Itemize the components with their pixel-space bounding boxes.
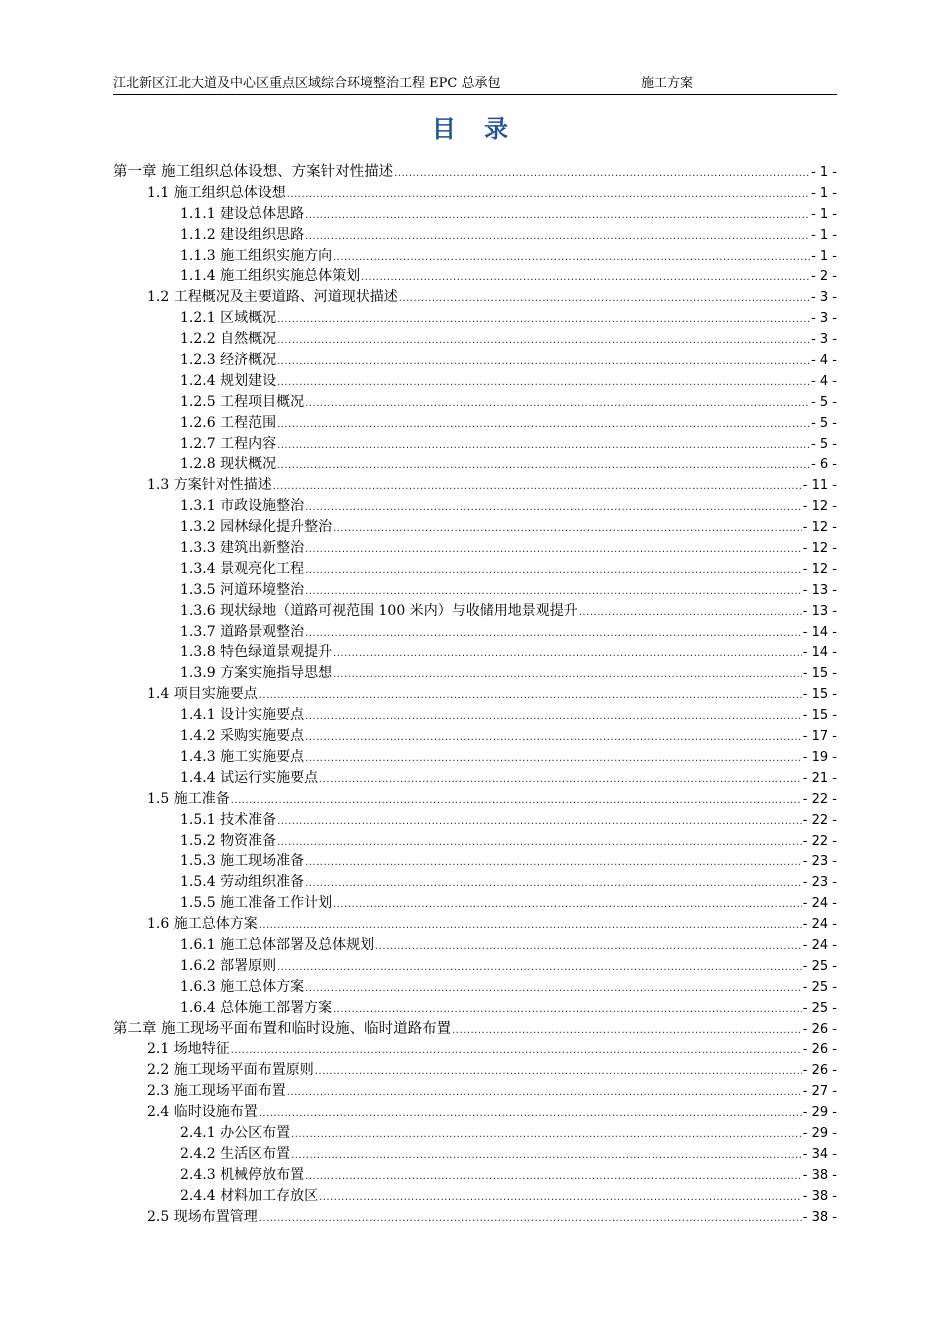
toc-entry-label: 1.1.1 建设总体思路 [180, 205, 305, 222]
toc-entry-page-number: - 26 - [802, 1021, 837, 1037]
toc-entry-page-number: - 12 - [802, 561, 837, 577]
toc-entry-label: 1.1 施工组织总体设想 [147, 184, 286, 201]
toc-entry-page-number: - 3 - [811, 290, 837, 306]
toc-entry-page-number: - 13 - [802, 603, 837, 619]
toc-entry-page-number: - 5 - [811, 394, 837, 410]
toc-leader-dots [333, 248, 810, 269]
toc-chapter-entry[interactable] [113, 1019, 837, 1040]
toc-entry-label: 1.3.4 景观亮化工程 [180, 560, 305, 577]
toc-entry[interactable] [113, 935, 837, 956]
toc-entry-label: 2.4.4 材料加工存放区 [180, 1187, 319, 1204]
toc-title: 目 录 [431, 115, 519, 143]
toc-leader-dots [315, 1062, 802, 1083]
toc-entry[interactable] [113, 392, 837, 413]
toc-entry-label: 2.4.3 机械停放布置 [180, 1166, 305, 1183]
toc-entry-page-number: - 1 - [811, 165, 837, 180]
toc-entry-label: 1.2.4 规划建设 [180, 372, 277, 389]
toc-entry[interactable] [113, 914, 837, 935]
toc-entry[interactable] [113, 851, 837, 872]
toc-leader-dots [333, 895, 802, 916]
toc-leader-dots [277, 812, 802, 833]
toc-entry-label: 1.4.1 设计实施要点 [180, 707, 305, 724]
toc-entry[interactable] [113, 434, 837, 455]
toc-leader-dots [277, 415, 810, 436]
toc-entry-label: 1.2.1 区域概况 [180, 310, 277, 327]
toc-leader-dots [305, 728, 802, 749]
toc-entry[interactable] [113, 246, 837, 267]
toc-entry-page-number: - 1 - [811, 206, 837, 222]
toc-entry-page-number: - 25 - [802, 979, 837, 995]
toc-leader-dots [273, 477, 802, 498]
toc-entry[interactable] [113, 329, 837, 350]
toc-entry-label: 1.2.3 经济概况 [180, 352, 277, 369]
toc-entry-label: 1.1.4 施工组织实施总体策划 [180, 268, 361, 285]
toc-entry-label: 1.3 方案针对性描述 [147, 477, 272, 494]
toc-leader-dots [579, 603, 802, 624]
toc-entry-page-number: - 12 - [802, 520, 837, 536]
toc-entry-label: 1.2.6 工程范围 [180, 414, 277, 431]
toc-entry-page-number: - 34 - [802, 1146, 837, 1162]
toc-leader-dots [231, 791, 802, 812]
toc-leader-dots [319, 1188, 802, 1209]
toc-leader-dots [305, 498, 802, 519]
toc-entry-label: 1.5.5 施工准备工作计划 [180, 895, 333, 912]
toc-entry[interactable] [113, 1060, 837, 1081]
toc-leader-dots [305, 624, 802, 645]
toc-entry-page-number: - 27 - [802, 1084, 837, 1100]
toc-entry[interactable] [113, 266, 837, 287]
toc-entry[interactable] [113, 559, 837, 580]
toc-entry-label: 2.4.1 办公区布置 [180, 1124, 291, 1141]
toc-entry[interactable] [113, 1039, 837, 1060]
toc-entry[interactable] [113, 1102, 837, 1123]
toc-leader-dots [361, 268, 810, 289]
toc-entry-page-number: - 14 - [802, 624, 837, 640]
toc-entry-page-number: - 17 - [802, 729, 837, 745]
toc-entry-label: 1.2.7 工程内容 [180, 435, 277, 452]
toc-leader-dots [452, 1021, 802, 1042]
toc-entry-label: 1.3.7 道路景观整治 [180, 623, 305, 640]
toc-leader-dots [319, 770, 802, 791]
toc-entry-page-number: - 13 - [802, 582, 837, 598]
toc-leader-dots [305, 227, 810, 248]
page-header [113, 74, 837, 95]
toc-entry-label: 1.4.2 采购实施要点 [180, 728, 305, 745]
toc-entry-page-number: - 26 - [802, 1063, 837, 1079]
toc-leader-dots [333, 665, 802, 686]
toc-entry-label: 第二章 施工现场平面布置和临时设施、临时道路布置 [113, 1020, 452, 1037]
toc-entry[interactable] [113, 642, 837, 663]
toc-leader-dots [305, 582, 802, 603]
toc-entry-page-number: - 38 - [802, 1209, 837, 1225]
toc-entry[interactable] [113, 977, 837, 998]
toc-leader-dots [231, 1041, 802, 1062]
toc-leader-dots [291, 1146, 802, 1167]
toc-entry-label: 1.5.2 物资准备 [180, 832, 277, 849]
toc-leader-dots [291, 1125, 802, 1146]
toc-chapter-entry[interactable] [113, 162, 837, 183]
toc-entry-page-number: - 24 - [802, 937, 837, 953]
toc-entry-label: 1.3.1 市政设施整治 [180, 498, 305, 515]
toc-leader-dots [394, 164, 810, 185]
toc-entry[interactable] [113, 663, 837, 684]
toc-entry-label: 2.5 现场布置管理 [147, 1208, 258, 1225]
toc-entry[interactable] [113, 413, 837, 434]
toc-entry-label: 1.2.8 现状概况 [180, 456, 277, 473]
toc-entry[interactable] [113, 998, 837, 1019]
toc-entry-label: 1.6.1 施工总体部署及总体规划 [180, 936, 375, 953]
toc-leader-dots [259, 1209, 802, 1230]
toc-leader-dots [277, 958, 802, 979]
toc-entry[interactable] [113, 810, 837, 831]
toc-leader-dots [333, 644, 802, 665]
toc-entry[interactable] [113, 705, 837, 726]
toc-entry-label: 1.6.3 施工总体方案 [180, 978, 305, 995]
toc-entry[interactable] [113, 287, 837, 308]
toc-entry-page-number: - 2 - [811, 269, 837, 285]
toc-entry[interactable] [113, 726, 837, 747]
toc-entry[interactable] [113, 1123, 837, 1144]
toc-entry-page-number: - 24 - [802, 896, 837, 912]
toc-leader-dots [259, 686, 802, 707]
toc-entry-label: 1.2 工程概况及主要道路、河道现状描述 [147, 289, 398, 306]
toc-entry-label: 1.1.2 建设组织思路 [180, 226, 305, 243]
toc-entry-page-number: - 15 - [802, 708, 837, 724]
toc-leader-dots [277, 456, 810, 477]
toc-entry-page-number: - 22 - [802, 833, 837, 849]
toc-entry-label: 1.6 施工总体方案 [147, 916, 258, 933]
toc-entry-page-number: - 12 - [802, 499, 837, 515]
toc-entry-label: 1.2.5 工程项目概况 [180, 393, 305, 410]
toc-entry-page-number: - 4 - [811, 353, 837, 369]
toc-entry-page-number: - 25 - [802, 1000, 837, 1016]
toc-entry[interactable] [113, 1144, 837, 1165]
toc-entry-page-number: - 1 - [811, 185, 837, 201]
toc-entry-page-number: - 14 - [802, 645, 837, 661]
header-project-title: 江北新区江北大道及中心区重点区域综合环境整治工程 EPC 总承包 [113, 76, 501, 91]
toc-entry-page-number: - 24 - [802, 917, 837, 933]
toc-entry-page-number: - 22 - [802, 791, 837, 807]
toc-entry[interactable] [113, 517, 837, 538]
table-of-contents [113, 162, 837, 1227]
toc-entry[interactable] [113, 1207, 837, 1228]
toc-entry-label: 1.5.3 施工现场准备 [180, 853, 305, 870]
toc-entry-page-number: - 5 - [811, 436, 837, 452]
toc-entry-page-number: - 4 - [811, 373, 837, 389]
toc-entry-page-number: - 6 - [811, 457, 837, 473]
toc-entry-page-number: - 3 - [811, 311, 837, 327]
toc-entry-label: 1.6.2 部署原则 [180, 957, 277, 974]
toc-leader-dots [333, 1000, 802, 1021]
toc-leader-dots [399, 289, 810, 310]
toc-leader-dots [305, 707, 802, 728]
toc-entry-label: 1.4 项目实施要点 [147, 686, 258, 703]
toc-entry[interactable] [113, 893, 837, 914]
toc-entry-page-number: - 19 - [802, 749, 837, 765]
toc-entry-page-number: - 38 - [802, 1167, 837, 1183]
toc-entry[interactable] [113, 768, 837, 789]
toc-entry[interactable] [113, 475, 837, 496]
toc-entry-label: 1.5 施工准备 [147, 790, 230, 807]
toc-entry[interactable] [113, 601, 837, 622]
toc-entry-page-number: - 1 - [811, 227, 837, 243]
toc-entry-label: 2.1 场地特征 [147, 1041, 230, 1058]
toc-leader-dots [287, 185, 810, 206]
toc-leader-dots [305, 206, 810, 227]
toc-entry[interactable] [113, 308, 837, 329]
toc-leader-dots [277, 310, 810, 331]
toc-entry-page-number: - 5 - [811, 415, 837, 431]
toc-entry-page-number: - 23 - [802, 875, 837, 891]
toc-entry-label: 1.5.1 技术准备 [180, 811, 277, 828]
toc-entry[interactable] [113, 1165, 837, 1186]
toc-entry-label: 2.4 临时设施布置 [147, 1104, 258, 1121]
toc-entry-label: 2.4.2 生活区布置 [180, 1145, 291, 1162]
toc-entry-label: 第一章 施工组织总体设想、方案针对性描述 [113, 164, 394, 180]
toc-entry-page-number: - 15 - [802, 666, 837, 682]
toc-entry-label: 1.4.4 试运行实施要点 [180, 769, 319, 786]
toc-entry-page-number: - 26 - [802, 1042, 837, 1058]
toc-entry-label: 1.4.3 施工实施要点 [180, 748, 305, 765]
toc-entry[interactable] [113, 371, 837, 392]
toc-entry-page-number: - 21 - [802, 770, 837, 786]
toc-leader-dots [305, 853, 802, 874]
toc-leader-dots [305, 979, 802, 1000]
toc-entry[interactable] [113, 350, 837, 371]
toc-leader-dots [375, 937, 802, 958]
toc-entry[interactable] [113, 1081, 837, 1102]
toc-entry[interactable] [113, 1186, 837, 1207]
toc-leader-dots [277, 373, 810, 394]
toc-entry-page-number: - 15 - [802, 687, 837, 703]
toc-entry-page-number: - 1 - [811, 248, 837, 264]
toc-entry[interactable] [113, 496, 837, 517]
toc-leader-dots [277, 352, 810, 373]
toc-entry-page-number: - 12 - [802, 541, 837, 557]
toc-leader-dots [259, 1104, 802, 1125]
toc-entry-label: 1.1.3 施工组织实施方向 [180, 247, 333, 264]
toc-leader-dots [305, 749, 802, 770]
toc-entry-label: 1.3.8 特色绿道景观提升 [180, 644, 333, 661]
toc-entry-label: 2.3 施工现场平面布置 [147, 1083, 286, 1100]
toc-leader-dots [287, 1083, 802, 1104]
toc-leader-dots [305, 1167, 802, 1188]
toc-entry[interactable] [113, 204, 837, 225]
toc-entry-page-number: - 23 - [802, 854, 837, 870]
toc-leader-dots [277, 833, 802, 854]
toc-entry[interactable] [113, 747, 837, 768]
toc-leader-dots [277, 436, 810, 457]
toc-entry-label: 1.5.4 劳动组织准备 [180, 874, 305, 891]
toc-entry-label: 1.3.9 方案实施指导思想 [180, 665, 333, 682]
toc-entry[interactable] [113, 956, 837, 977]
toc-leader-dots [305, 874, 802, 895]
toc-entry-page-number: - 22 - [802, 812, 837, 828]
toc-leader-dots [333, 519, 802, 540]
toc-leader-dots [305, 394, 810, 415]
toc-entry[interactable] [113, 538, 837, 559]
toc-entry-page-number: - 3 - [811, 332, 837, 348]
toc-entry-page-number: - 29 - [802, 1105, 837, 1121]
toc-leader-dots [259, 916, 802, 937]
toc-entry-page-number: - 11 - [802, 478, 837, 494]
toc-entry[interactable] [113, 872, 837, 893]
toc-entry[interactable] [113, 622, 837, 643]
toc-entry-label: 1.6.4 总体施工部署方案 [180, 999, 333, 1016]
toc-entry[interactable] [113, 684, 837, 705]
toc-entry[interactable] [113, 831, 837, 852]
toc-entry-label: 1.3.2 园林绿化提升整治 [180, 519, 333, 536]
toc-leader-dots [305, 561, 802, 582]
toc-entry-label: 1.3.6 现状绿地（道路可视范围 100 米内）与收储用地景观提升 [180, 602, 578, 619]
toc-entry-page-number: - 38 - [802, 1188, 837, 1204]
toc-entry[interactable] [113, 454, 837, 475]
toc-entry-label: 1.3.3 建筑出新整治 [180, 540, 305, 557]
toc-entry-page-number: - 29 - [802, 1125, 837, 1141]
toc-leader-dots [305, 540, 802, 561]
toc-entry-label: 1.2.2 自然概况 [180, 331, 277, 348]
toc-entry[interactable] [113, 225, 837, 246]
toc-entry-label: 2.2 施工现场平面布置原则 [147, 1062, 314, 1079]
toc-entry[interactable] [113, 789, 837, 810]
toc-entry[interactable] [113, 183, 837, 204]
toc-entry[interactable] [113, 580, 837, 601]
toc-entry-page-number: - 25 - [802, 958, 837, 974]
toc-entry-label: 1.3.5 河道环境整治 [180, 581, 305, 598]
toc-leader-dots [277, 331, 810, 352]
header-section-title: 施工方案 [641, 76, 694, 91]
